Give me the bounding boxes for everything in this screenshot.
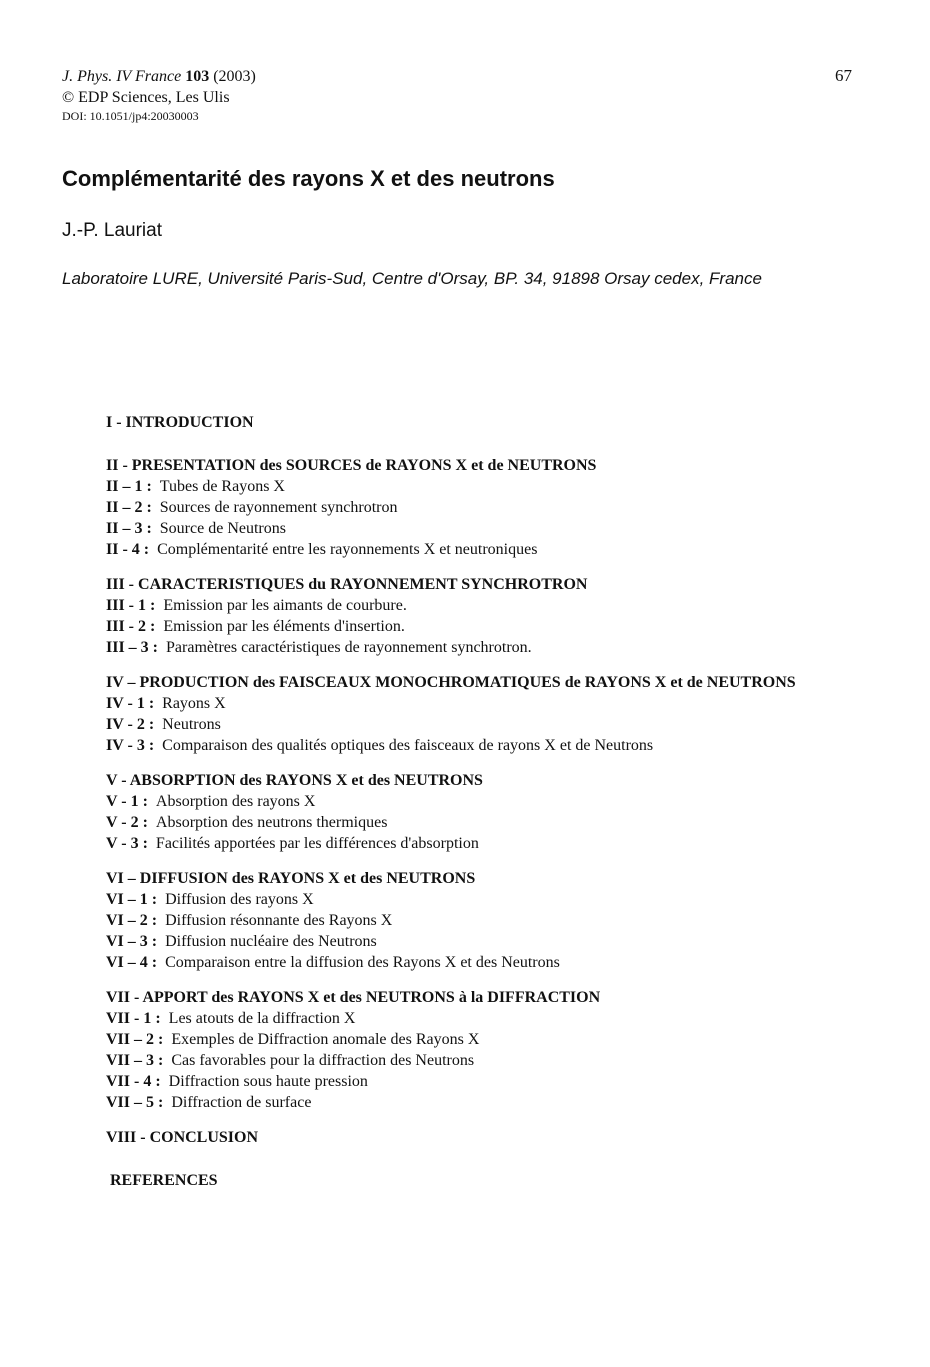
- toc-subsection-title: Diffusion nucléaire des Neutrons: [165, 933, 377, 950]
- toc-subsection-title: Neutrons: [162, 716, 221, 733]
- toc-subsection: [106, 539, 806, 560]
- toc-subsection: [106, 1092, 806, 1113]
- toc-subsection-number: III – 3 :: [106, 639, 159, 656]
- page-number: 67: [835, 66, 852, 85]
- toc-subsection-number: V - 2 :: [106, 814, 148, 831]
- toc-subsection-number: VI – 4 :: [106, 954, 158, 971]
- toc-subsection-number: VI – 2 :: [106, 912, 158, 929]
- toc-section-title: VI – DIFFUSION des RAYONS X et des NEUTRONS: [106, 870, 476, 887]
- toc-subsection: [106, 931, 806, 952]
- toc-subsection-title: Diffraction de surface: [171, 1094, 312, 1111]
- toc-subsection: [106, 1050, 806, 1071]
- toc-subsection-title: Facilités apportées par les différences d'absorption: [155, 835, 479, 852]
- toc-subsection-title: Les atouts de la diffraction X: [168, 1010, 356, 1027]
- toc-subsection-number: VI – 1 :: [106, 891, 158, 908]
- toc-subsection-title: Diffusion des rayons X: [165, 891, 314, 908]
- toc-subsection: [106, 497, 806, 518]
- toc-subsection: [106, 812, 806, 833]
- publisher: © EDP Sciences, Les Ulis: [62, 89, 230, 106]
- toc-subsection-title: Rayons X: [162, 695, 226, 712]
- toc-subsection: [106, 735, 806, 756]
- toc-subsection-title: Emission par les éléments d'insertion.: [163, 618, 405, 635]
- toc-section-title: V - ABSORPTION des RAYONS X et des NEUTRONS: [106, 772, 483, 789]
- toc-section-title: IV – PRODUCTION des FAISCEAUX MONOCHROMATIQUES de RAYONS X et de NEUTRONS: [106, 674, 796, 691]
- journal-header: [62, 66, 256, 124]
- toc-section: [106, 987, 806, 1113]
- toc-section: [106, 672, 806, 756]
- toc-subsection: [106, 476, 806, 497]
- toc-section: [106, 770, 806, 854]
- toc-subsection-number: II – 3 :: [106, 520, 152, 537]
- journal-volume: 103: [185, 68, 210, 85]
- toc-subsection-number: III - 1 :: [106, 597, 156, 614]
- toc-subsection-title: Absorption des rayons X: [155, 793, 316, 810]
- toc-subsection-number: VII - 4 :: [106, 1073, 161, 1090]
- toc-section: [106, 412, 806, 433]
- journal-name: J. Phys. IV France: [62, 68, 182, 85]
- toc-subsection: [106, 910, 806, 931]
- toc-subsection: [106, 889, 806, 910]
- toc-subsection-number: V - 3 :: [106, 835, 148, 852]
- toc-subsection-number: IV - 1 :: [106, 695, 155, 712]
- toc-section-title: REFERENCES: [110, 1172, 218, 1189]
- toc-section: [106, 455, 806, 560]
- toc-subsection: [106, 595, 806, 616]
- toc-subsection-title: Exemples de Diffraction anomale des Rayons X: [171, 1031, 480, 1048]
- toc-subsection-title: Paramètres caractéristiques de rayonnement synchrotron.: [166, 639, 532, 656]
- toc-subsection: [106, 1029, 806, 1050]
- toc-subsection-number: V - 1 :: [106, 793, 148, 810]
- toc-subsection-number: VI – 3 :: [106, 933, 158, 950]
- toc-section-title: I - INTRODUCTION: [106, 414, 254, 431]
- toc-subsection: [106, 714, 806, 735]
- doi: DOI: 10.1051/jp4:20030003: [62, 109, 199, 123]
- paper-title: Complémentarité des rayons X et des neutrons: [62, 166, 555, 191]
- toc-subsection-title: Cas favorables pour la diffraction des Neutrons: [171, 1052, 475, 1069]
- toc-section: [106, 1170, 806, 1191]
- toc-subsection-title: Emission par les aimants de courbure.: [163, 597, 407, 614]
- toc-subsection-title: Comparaison des qualités optiques des faisceaux de rayons X et de Neutrons: [162, 737, 654, 754]
- author: J.-P. Lauriat: [62, 220, 162, 241]
- toc-subsection-number: VII – 3 :: [106, 1052, 164, 1069]
- toc-subsection-title: Tubes de Rayons X: [159, 478, 285, 495]
- toc-subsection-number: VII – 5 :: [106, 1094, 164, 1111]
- toc-subsection-number: II – 1 :: [106, 478, 152, 495]
- toc-section: [106, 868, 806, 973]
- toc-subsection-number: IV - 3 :: [106, 737, 155, 754]
- toc-section: [106, 1127, 806, 1148]
- toc-subsection: [106, 1071, 806, 1092]
- toc-subsection: [106, 952, 806, 973]
- toc-subsection-number: II - 4 :: [106, 541, 150, 558]
- affiliation: Laboratoire LURE, Université Paris-Sud, Centre d'Orsay, BP. 34, 91898 Orsay cedex, France: [62, 269, 762, 288]
- toc-subsection: [106, 637, 806, 658]
- toc-subsection-number: III - 2 :: [106, 618, 156, 635]
- toc-subsection-title: Diffraction sous haute pression: [168, 1073, 368, 1090]
- toc-section-title: III - CARACTERISTIQUES du RAYONNEMENT SYNCHROTRON: [106, 576, 588, 593]
- toc-subsection-title: Comparaison entre la diffusion des Rayons X et des Neutrons: [165, 954, 560, 971]
- toc-subsection: [106, 693, 806, 714]
- toc-section: [106, 574, 806, 658]
- journal-year: (2003): [213, 68, 256, 85]
- table-of-contents: [106, 412, 806, 1213]
- toc-subsection: [106, 616, 806, 637]
- toc-subsection: [106, 833, 806, 854]
- toc-subsection: [106, 791, 806, 812]
- toc-section-title: II - PRESENTATION des SOURCES de RAYONS X et de NEUTRONS: [106, 457, 597, 474]
- toc-subsection-title: Absorption des neutrons thermiques: [155, 814, 388, 831]
- toc-subsection-title: Source de Neutrons: [159, 520, 286, 537]
- toc-subsection-number: VII - 1 :: [106, 1010, 161, 1027]
- toc-subsection-number: VII – 2 :: [106, 1031, 164, 1048]
- toc-subsection-title: Sources de rayonnement synchrotron: [159, 499, 398, 516]
- journal-citation: [62, 66, 256, 87]
- toc-section-title: VII - APPORT des RAYONS X et des NEUTRONS à la DIFFRACTION: [106, 989, 601, 1006]
- toc-subsection-title: Diffusion résonnante des Rayons X: [165, 912, 393, 929]
- toc-section-title: VIII - CONCLUSION: [106, 1129, 259, 1146]
- toc-subsection-number: IV - 2 :: [106, 716, 155, 733]
- toc-subsection: [106, 518, 806, 539]
- toc-subsection-number: II – 2 :: [106, 499, 152, 516]
- toc-subsection-title: Complémentarité entre les rayonnements X et neutroniques: [157, 541, 538, 558]
- toc-subsection: [106, 1008, 806, 1029]
